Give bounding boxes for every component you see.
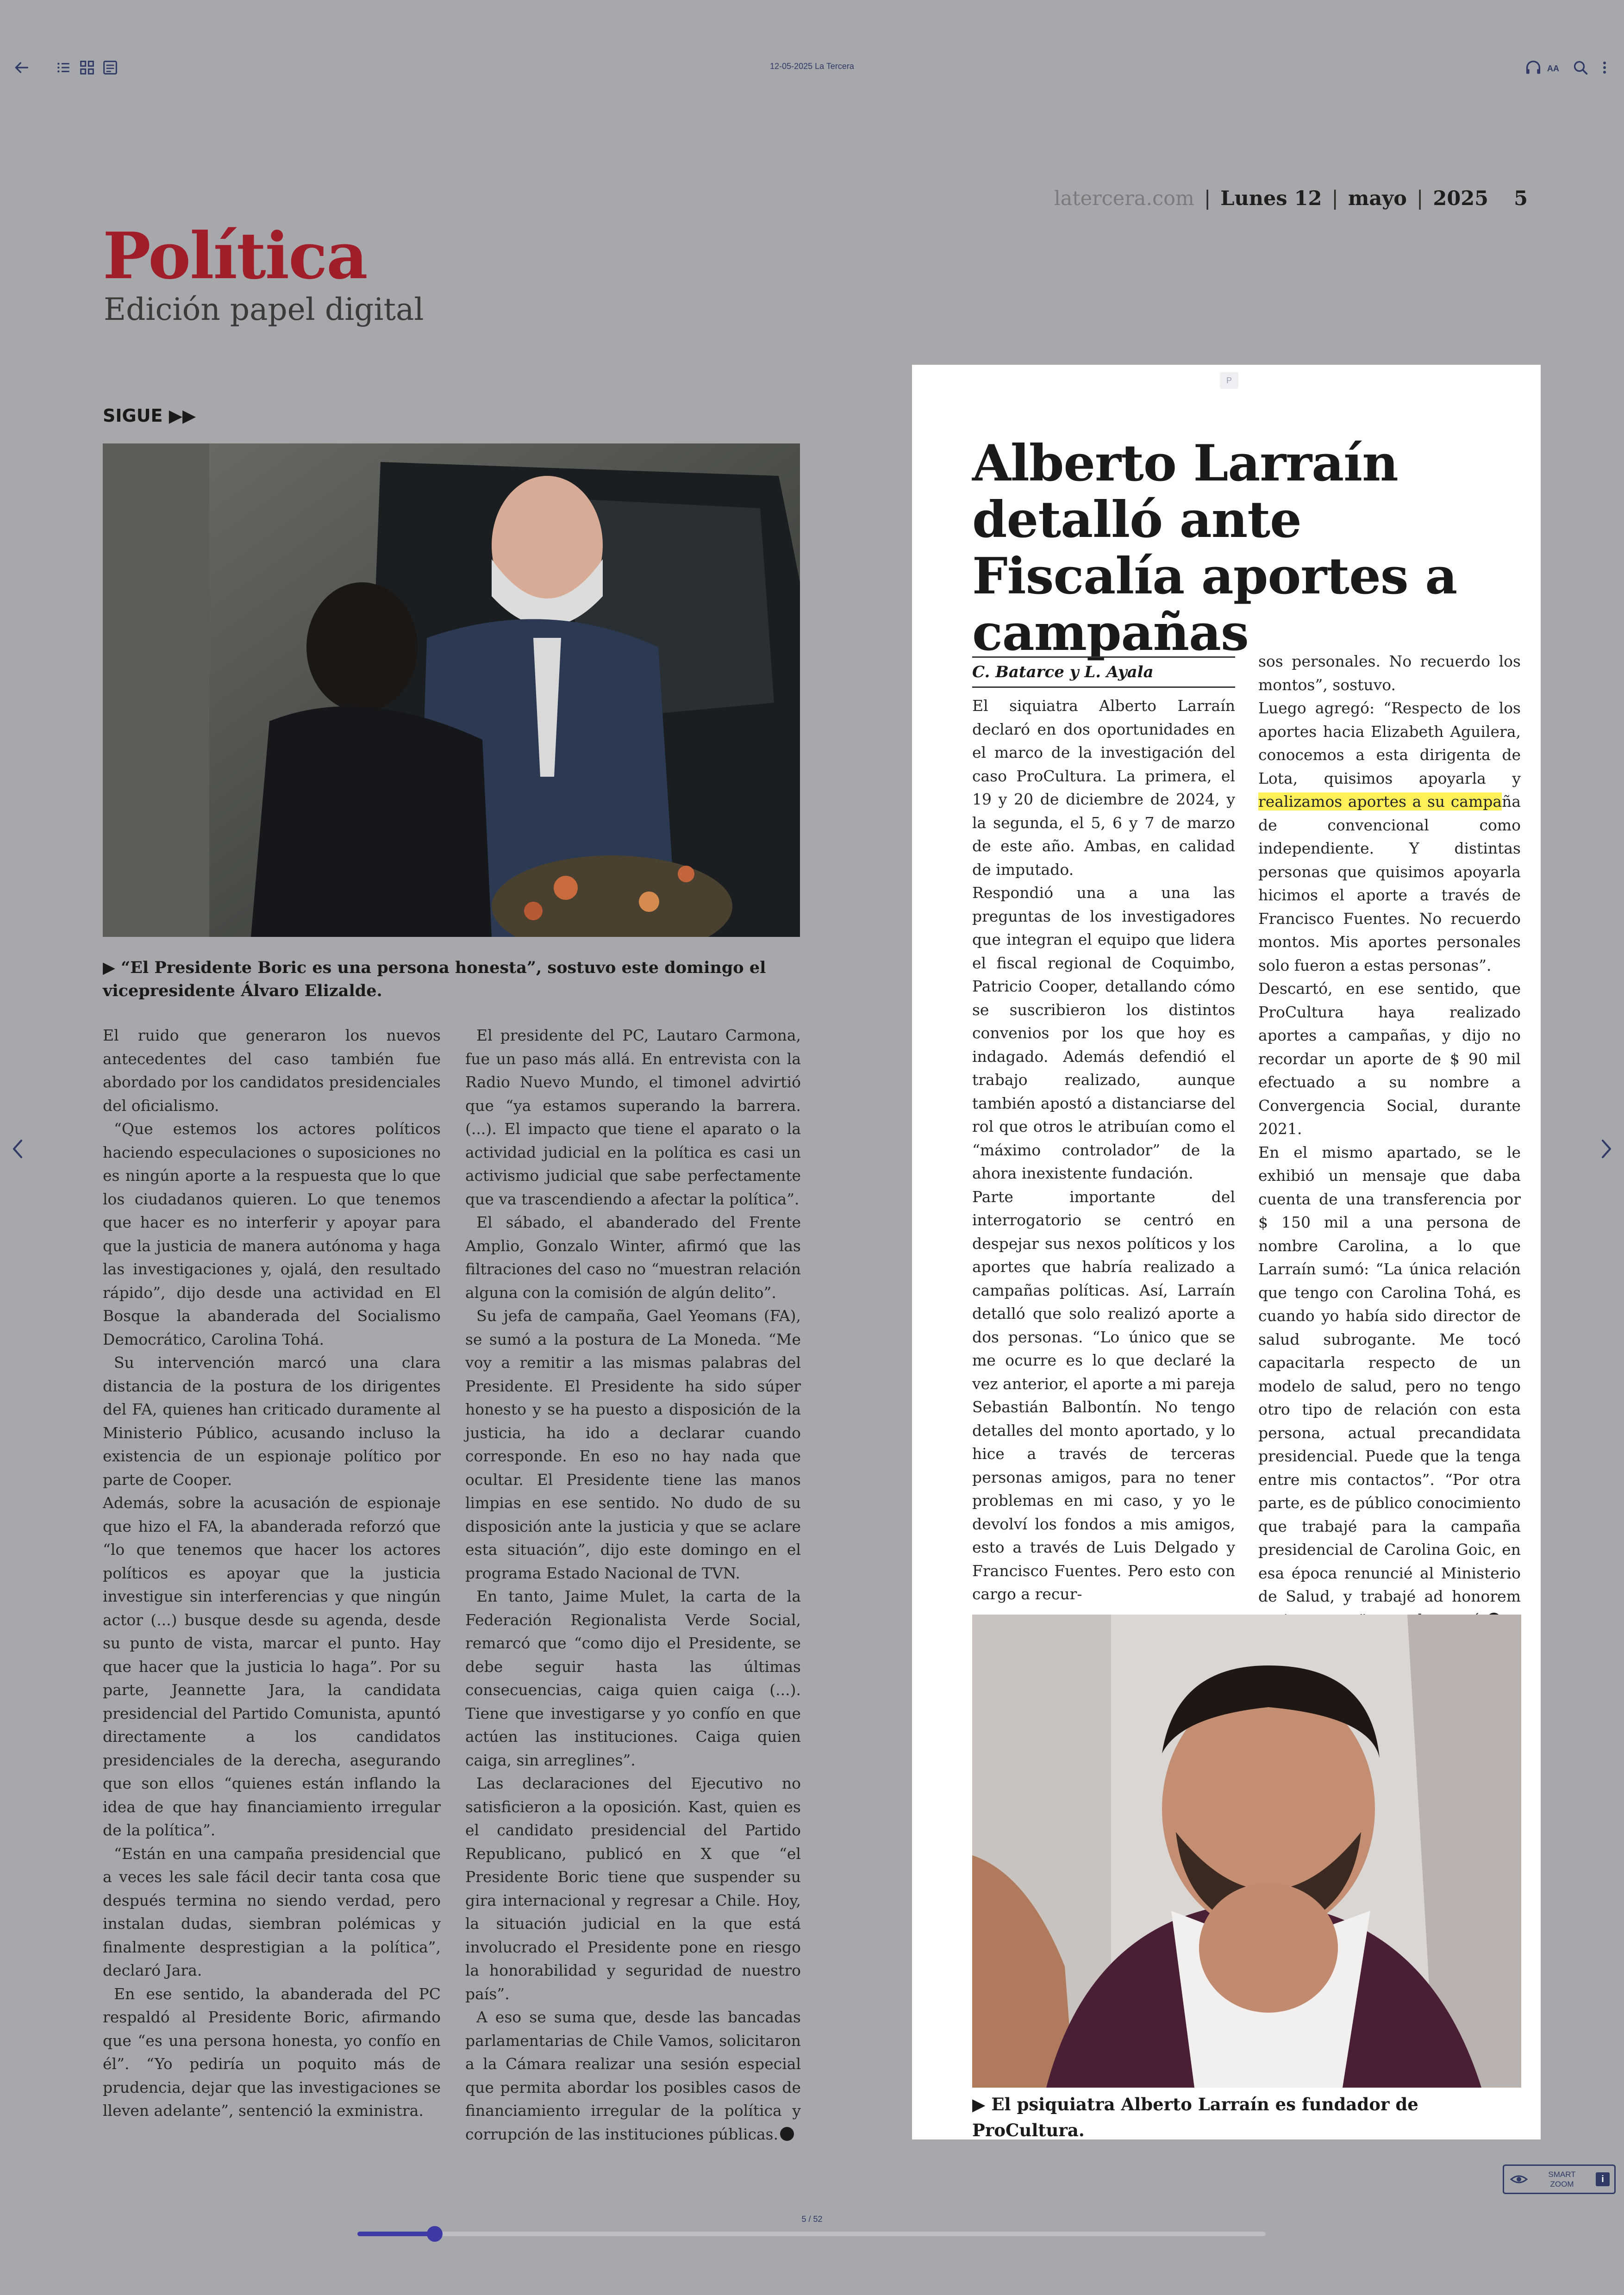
separator: | (1416, 187, 1424, 210)
section-title: Política (103, 218, 367, 293)
page-number: 5 (1514, 187, 1528, 210)
search-icon[interactable] (1571, 58, 1590, 77)
paragraph (1258, 1141, 1521, 1632)
date-month: mayo (1348, 187, 1407, 210)
article-column-4 (1258, 650, 1521, 1632)
separator: | (1331, 187, 1338, 210)
text-size-icon[interactable] (1546, 58, 1567, 77)
paragraph: El ruido que generaron los nuevos antecedentes del caso también fue abordado por los candidatos presidenciales del oficialismo. (103, 1026, 441, 1115)
paragraph: En tanto, Jaime Mulet, la carta de la Federación Regionalista Verde Social, remarcó que “como dijo el Presidente, se debe seguir hasta las últimas consecuencias, caiga quien caiga (...). Tiene que investigarse y yo confío en que actúen las instituciones. Caiga quien caiga, sin arreglines”. (465, 1587, 801, 1769)
photo-illustration (103, 443, 800, 937)
continued-label: SIGUE ▶▶ (103, 405, 196, 426)
back-arrow-icon[interactable] (12, 58, 31, 77)
article-headline: Alberto Larraín detalló ante Fiscalía aportes a campañas (972, 434, 1457, 662)
paragraph-text: ña de convencional como independiente. Y distintas personas que quisimos apoyarla hicimos el aporte a través de Francisco Fuentes. No recuerdo montos. Mis aportes personales solo fueron a estas personas”. (1258, 792, 1521, 974)
page-counter: 5 / 52 (801, 2214, 823, 2224)
more-vertical-icon[interactable] (1595, 58, 1609, 77)
end-mark-icon (780, 2127, 794, 2141)
article-byline: C. Batarce y L. Ayala (972, 656, 1235, 688)
paragraph: Su jefa de campaña, Gael Yeomans (FA), se sumó a la postura de La Moneda. “Me voy a remitir a las mismas palabras del Presidente. El Presidente ha sido súper honesto y se ha puesto a disposición de la justicia, ha ido a declarar cuando corresponde. En eso no hay nada que ocultar. El Presidente tiene las manos limpias en ese sentido. No dudo de su disposición ante la justicia y que se aclare esta situación”, dijo este domingo en el programa Estado Nacional de TVN. (465, 1307, 801, 1582)
separator: | (1204, 187, 1211, 210)
next-page-button[interactable] (1594, 1135, 1618, 1163)
photo-caption: ▶ El psiquiatra Alberto Larraín es fundador de ProCultura. (972, 2094, 1418, 2140)
paragraph: Además, sobre la acusación de espionaje que hizo el FA, la abanderada reforzó que “lo que tenemos que hacer los actores políticos es apoyar que la justicia investigue sin interferencias y que ningún actor (...) busque desde su agenda, desde su punto de vista, marcar el punto. Hay que hacer que la justicia lo haga”. Por su parte, Jeannette Jara, la candidata presidencial del Partido Comunista, apuntó directamente a los candidatos presidenciales de la derecha, asegurando que son ellos “quienes están inflando la idea de que hay financiamiento irregular de la política”. (103, 1494, 441, 1839)
text-size-label: AA (1547, 64, 1560, 74)
article-column-1 (103, 1024, 441, 2123)
document-title: 12-05-2025 La Tercera (770, 62, 854, 71)
paragraph: Respondió una a una las preguntas de los investigadores que integran el equipo que lidera el fiscal regional de Coquimbo, Patricio Cooper, detallando cómo se suscribieron los distintos convenios por los que hoy es indagado. Además defendió el trabajo realizado, aunque también apostó a distanciarse del rol que otros le atribuían como el “máximo controlador” de la ahora inexistente fundación. (972, 884, 1235, 1182)
photo-illustration (972, 1615, 1521, 2088)
article-icon[interactable] (101, 58, 119, 77)
info-icon[interactable]: i (1596, 2172, 1610, 2186)
paragraph: sos personales. No recuerdo los montos”, sostuvo. (1258, 652, 1521, 694)
paragraph-text: A eso se suma que, desde las bancadas parlamentarias de Chile Vamos, solicitaron a la Cámara realizar una sesión especial que permita abordar los posibles casos de financiamiento irregular de la política y corrupción de las instituciones públicas. (465, 2008, 801, 2143)
smart-zoom-label: SMART ZOOM (1548, 2170, 1576, 2189)
list-icon[interactable] (55, 58, 73, 77)
photo-larrain (972, 1615, 1521, 2088)
masthead (1018, 187, 1528, 210)
highlighted-text[interactable]: realizamos aportes a su campa (1258, 792, 1502, 811)
paragraph: Descartó, en ese sentido, que ProCultura haya realizado aportes a campañas, y dijo no recordar un aporte de $ 90 mil efectuado a su nombre a Convergencia Social, durante 2021. (1258, 979, 1521, 1138)
paragraph: El sábado, el abanderado del Frente Amplio, Gonzalo Winter, afirmó que las filtraciones del caso no “muestran relación alguna con la comisión de algún delito”. (465, 1213, 801, 1302)
paragraph: Su intervención marcó una clara distancia de la postura de los dirigentes del FA, quienes han criticado duramente al Ministerio Público, acusando incluso la existencia de un espionaje político por parte de Cooper. (103, 1353, 441, 1489)
progress-thumb[interactable] (427, 2226, 443, 2242)
date-day: Lunes 12 (1220, 187, 1322, 210)
paragraph-text: En el mismo apartado, se le exhibió un mensaje que daba cuenta de una transferencia por $ 150 mil a una persona de nombre Carolina, a lo que Larraín sumó: “La única relación que tengo con Carolina Tohá, es cuando yo había sido director de salud subrogante. Me tocó capacitarla respecto de un modelo de salud, pero no tengo otro tipo de relación con esta persona, actual precandidata presidencial. Puede que la tenga entre mis contactos”. “Por otra parte, es de público conocimiento que trabajé para la campaña presidencial de Carolina Goic, en esa época renuncié al Ministerio de Salud, y trabajé ad honorem (1258, 1143, 1521, 1605)
site-name: latercera.com (1054, 187, 1194, 210)
paragraph: “Que estemos los actores políticos haciendo especulaciones o suposiciones no es ningún aporte a la respuesta que lo que los ciudadanos quieren. Lo que tenemos que hacer es no interferir y apoyar para que la justicia de manera autónoma y haga las investigaciones y, ojalá, den resultado rápido”, dijo desde una actividad en El Bosque la abanderada del Socialismo Democrático, Carolina Tohá. (103, 1120, 441, 1348)
previous-page-button[interactable] (6, 1135, 30, 1163)
eye-icon (1510, 2172, 1528, 2186)
grid-icon[interactable] (78, 58, 96, 77)
photo-vicepresident (103, 443, 800, 937)
paragraph: El presidente del PC, Lautaro Carmona, fue un paso más allá. En entrevista con la Radio Nuevo Mundo, el timonel advirtió que “ya estamos superando la barrera. (...). El impacto que tiene el aparato o la actividad judicial en la política es casi un activismo judicial que sabe perfectamente que va trascendiendo a afectar la política”. (465, 1026, 801, 1208)
paragraph: Las declaraciones del Ejecutivo no satisficieron a la oposición. Kast, quien es el candidato presidencial del Partido Republicano, publicó en X que “el Presidente Boric tiene que suspender su gira internacional y regresar a Chile. Hoy, la situación judicial en la que está involucrado el Presidente pone en riesgo la honorabilidad y seguridad de nuestro país”. (465, 1774, 801, 2003)
photo-caption: ▶ “El Presidente Boric es una persona honesta”, sostuvo este domingo el vicepresidente Álvaro Elizalde. (103, 958, 766, 1000)
smart-zoom-button[interactable] (1503, 2164, 1616, 2194)
section-subtitle: Edición papel digital (104, 292, 424, 327)
paragraph: El siquiatra Alberto Larraín declaró en dos oportunidades en el marco de la investigación del caso ProCultura. La primera, el 19 y 20 de diciembre de 2024, y la segunda, el 5, 6 y 7 de marzo de este año. Ambas, en calidad de imputado. (972, 697, 1235, 879)
paragraph: “Están en una campaña presidencial que a veces les sale fácil decir tanta cosa que después termina no siendo verdad, pero instalan dudas, siembran polémicas y finalmente desprestigian a la política”, declaró Jara. (103, 1844, 441, 1979)
panel-badge: P (1220, 372, 1238, 389)
progress-fill (357, 2232, 435, 2236)
article-column-3 (972, 694, 1235, 1606)
paragraph (465, 2006, 801, 2146)
article-column-2 (465, 1024, 801, 2146)
date-year: 2025 (1433, 187, 1489, 210)
paragraph: Parte importante del interrogatorio se centró en despejar sus nexos políticos y los aportes que habría realizado a campañas políticas. Así, Larraín detalló que solo realizó aporte a dos personas. “Lo único que se me ocurre es lo que declaré la vez anterior, el aporte a mi pareja Sebastián Balbontín. No tengo detalles del monto aportado, y lo hice a través de terceras personas amigos, para no tener problemas en mi caso, y yo le devolví los fondos a mis amigos, esto a través de Luis Delgado y Francisco Fuentes. Pero esto con cargo a recur- (972, 1187, 1235, 1603)
paragraph: En ese sentido, la abanderada del PC respaldó al Presidente Boric, afirmando que “es una persona honesta, yo confío en él”. “Yo pediría un poquito más de prudencia, dejar que las investigaciones se lleven adelante”, sentenció la exministra. (103, 1984, 441, 2120)
paragraph-text: Luego agregó: “Respecto de los aportes hacia Elizabeth Aguilera, conocemos a esta dirigenta de Lota, quisimos apoyarla y (1258, 699, 1521, 787)
headphones-icon[interactable] (1524, 58, 1543, 77)
page-progress-slider[interactable] (357, 2232, 1266, 2236)
paragraph (1258, 697, 1521, 977)
